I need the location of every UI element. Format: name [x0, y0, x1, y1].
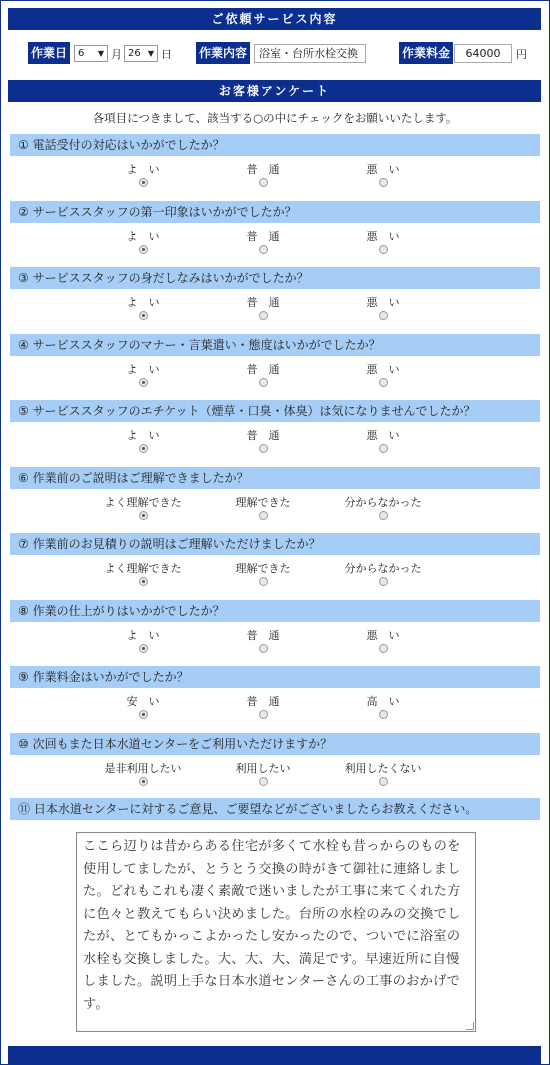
question-1-option-1-radio[interactable] [139, 178, 148, 187]
question-4-option-1-label: よ い [126, 363, 160, 376]
comment-textarea[interactable] [76, 832, 476, 1032]
question-8-option-1-radio[interactable] [139, 644, 148, 653]
service-header: ご依頼サービス内容 [8, 8, 541, 30]
question-4-option-2-radio[interactable] [259, 378, 268, 387]
question-8-option-2-label: 普 通 [246, 629, 280, 642]
question-9-label: ⑨ 作業料金はいかがでしたか？ [10, 666, 540, 688]
question-10-label: ⑩ 次回もまた日本水道センターをご利用いただけますか？ [10, 733, 540, 755]
question-6-option-1-label: よく理解できた [104, 496, 182, 509]
question-5-option-2-label: 普 通 [246, 429, 280, 442]
work-content-label: 作業内容 [196, 42, 250, 64]
question-5-option-3-label: 悪 い [366, 429, 400, 442]
question-9-option-2-label: 普 通 [246, 695, 280, 708]
fee-unit: 円 [516, 48, 527, 61]
work-content-field[interactable]: 浴室・台所水栓交換 [254, 44, 366, 63]
question-4-option-3-label: 悪 い [366, 363, 400, 376]
question-10-option-3-radio[interactable] [379, 777, 388, 786]
question-1-option-1-label: よ い [126, 163, 160, 176]
question-2-label: ② サービススタッフの第一印象はいかがでしたか？ [10, 201, 540, 223]
question-1-option-2-radio[interactable] [259, 178, 268, 187]
question-7-label: ⑦ 作業前のお見積りの説明はご理解いただけましたか？ [10, 533, 540, 555]
question-7-option-2-radio[interactable] [259, 577, 268, 586]
question-3-option-1-radio[interactable] [139, 311, 148, 320]
question-5-option-1-radio[interactable] [139, 444, 148, 453]
question-4-label: ④ サービススタッフのマナー・言葉遣い・態度はいかがでしたか？ [10, 334, 540, 356]
question-2-option-2-label: 普 通 [246, 230, 280, 243]
question-10-option-2-radio[interactable] [259, 777, 268, 786]
comment-text: ここら辺りは昔からある住宅が多くて水栓も昔っからのものを使用してましたが、とうとう交換の時がきて御社に連絡しました。どれもこれも凄く素敵で迷いましたが工事に来てくれた方に色々と教えてもらい決めました。台所の水栓のみの交換でしたが、とてもかっこよかったし安かったので、ついでに浴室の水栓も交換しました。大、大、大、満足です。早速近所に自慢しました。説明上手な日本水道センターさんの工事のおかげです。 [83, 839, 461, 1012]
question-1-label: ① 電話受付の対応はいかがでしたか？ [10, 134, 540, 156]
question-7-option-1-radio[interactable] [139, 577, 148, 586]
question-9-option-1-label: 安 い [126, 695, 160, 708]
question-9-option-2-radio[interactable] [259, 710, 268, 719]
comment-question: ⑪ 日本水道センターに対するご意見、ご要望などがございましたらお教えください。 [10, 798, 540, 820]
question-7-option-3-radio[interactable] [379, 577, 388, 586]
question-6-label: ⑥ 作業前のご説明はご理解できましたか？ [10, 467, 540, 489]
question-1-option-3-label: 悪 い [366, 163, 400, 176]
question-8-option-1-label: よ い [126, 629, 160, 642]
question-5-option-1-label: よ い [126, 429, 160, 442]
question-6-option-3-label: 分からなかった [344, 496, 422, 509]
question-8-option-3-label: 悪 い [366, 629, 400, 642]
work-date-label: 作業日 [28, 42, 70, 64]
question-9-option-3-radio[interactable] [379, 710, 388, 719]
question-2-option-3-radio[interactable] [379, 245, 388, 254]
question-10-option-3-label: 利用したくない [344, 762, 422, 775]
question-4-option-3-radio[interactable] [379, 378, 388, 387]
question-6-option-2-label: 理解できた [235, 496, 291, 509]
question-3-option-2-radio[interactable] [259, 311, 268, 320]
question-3-option-3-label: 悪 い [366, 296, 400, 309]
question-8-label: ⑧ 作業の仕上がりはいかがでしたか？ [10, 600, 540, 622]
question-5-option-3-radio[interactable] [379, 444, 388, 453]
question-10-option-2-label: 利用したい [235, 762, 291, 775]
question-5-label: ⑤ サービススタッフのエチケット（煙草・口臭・体臭）は気になりませんでしたか？ [10, 400, 540, 422]
question-6-option-1-radio[interactable] [139, 511, 148, 520]
day-select[interactable] [124, 45, 158, 62]
question-3-label: ③ サービススタッフの身だしなみはいかがでしたか？ [10, 267, 540, 289]
chevron-down-icon: ▼ [147, 49, 154, 58]
question-3-option-1-label: よ い [126, 296, 160, 309]
question-5-option-2-radio[interactable] [259, 444, 268, 453]
question-3-option-3-radio[interactable] [379, 311, 388, 320]
question-4-option-2-label: 普 通 [246, 363, 280, 376]
month-unit: 月 [111, 48, 122, 61]
question-1-option-3-radio[interactable] [379, 178, 388, 187]
question-2-option-2-radio[interactable] [259, 245, 268, 254]
question-9-option-3-label: 高 い [366, 695, 400, 708]
month-select[interactable] [74, 45, 108, 62]
question-1-option-2-label: 普 通 [246, 163, 280, 176]
question-7-option-1-label: よく理解できた [104, 562, 182, 575]
work-fee-label: 作業料金 [399, 42, 453, 64]
day-value: 26 [128, 48, 141, 59]
question-3-option-2-label: 普 通 [246, 296, 280, 309]
resize-grip-icon[interactable] [466, 1022, 474, 1030]
question-6-option-2-radio[interactable] [259, 511, 268, 520]
survey-header: お客様アンケート [8, 80, 541, 102]
question-7-option-2-label: 理解できた [235, 562, 291, 575]
question-8-option-2-radio[interactable] [259, 644, 268, 653]
survey-intro: 各項目につきまして、該当する○の中にチェックをお願いいたします。 [92, 111, 458, 125]
question-7-option-3-label: 分からなかった [344, 562, 422, 575]
question-2-option-1-label: よ い [126, 230, 160, 243]
work-fee-field[interactable]: 64000 [454, 44, 512, 63]
chevron-down-icon: ▼ [97, 49, 104, 58]
question-8-option-3-radio[interactable] [379, 644, 388, 653]
question-10-option-1-label: 是非利用したい [104, 762, 182, 775]
footer-bar [8, 1046, 541, 1064]
month-value: 6 [78, 48, 85, 59]
service-info-row [8, 42, 541, 66]
day-unit: 日 [161, 48, 172, 61]
question-6-option-3-radio[interactable] [379, 511, 388, 520]
question-2-option-1-radio[interactable] [139, 245, 148, 254]
question-4-option-1-radio[interactable] [139, 378, 148, 387]
question-2-option-3-label: 悪 い [366, 230, 400, 243]
question-9-option-1-radio[interactable] [139, 710, 148, 719]
question-10-option-1-radio[interactable] [139, 777, 148, 786]
